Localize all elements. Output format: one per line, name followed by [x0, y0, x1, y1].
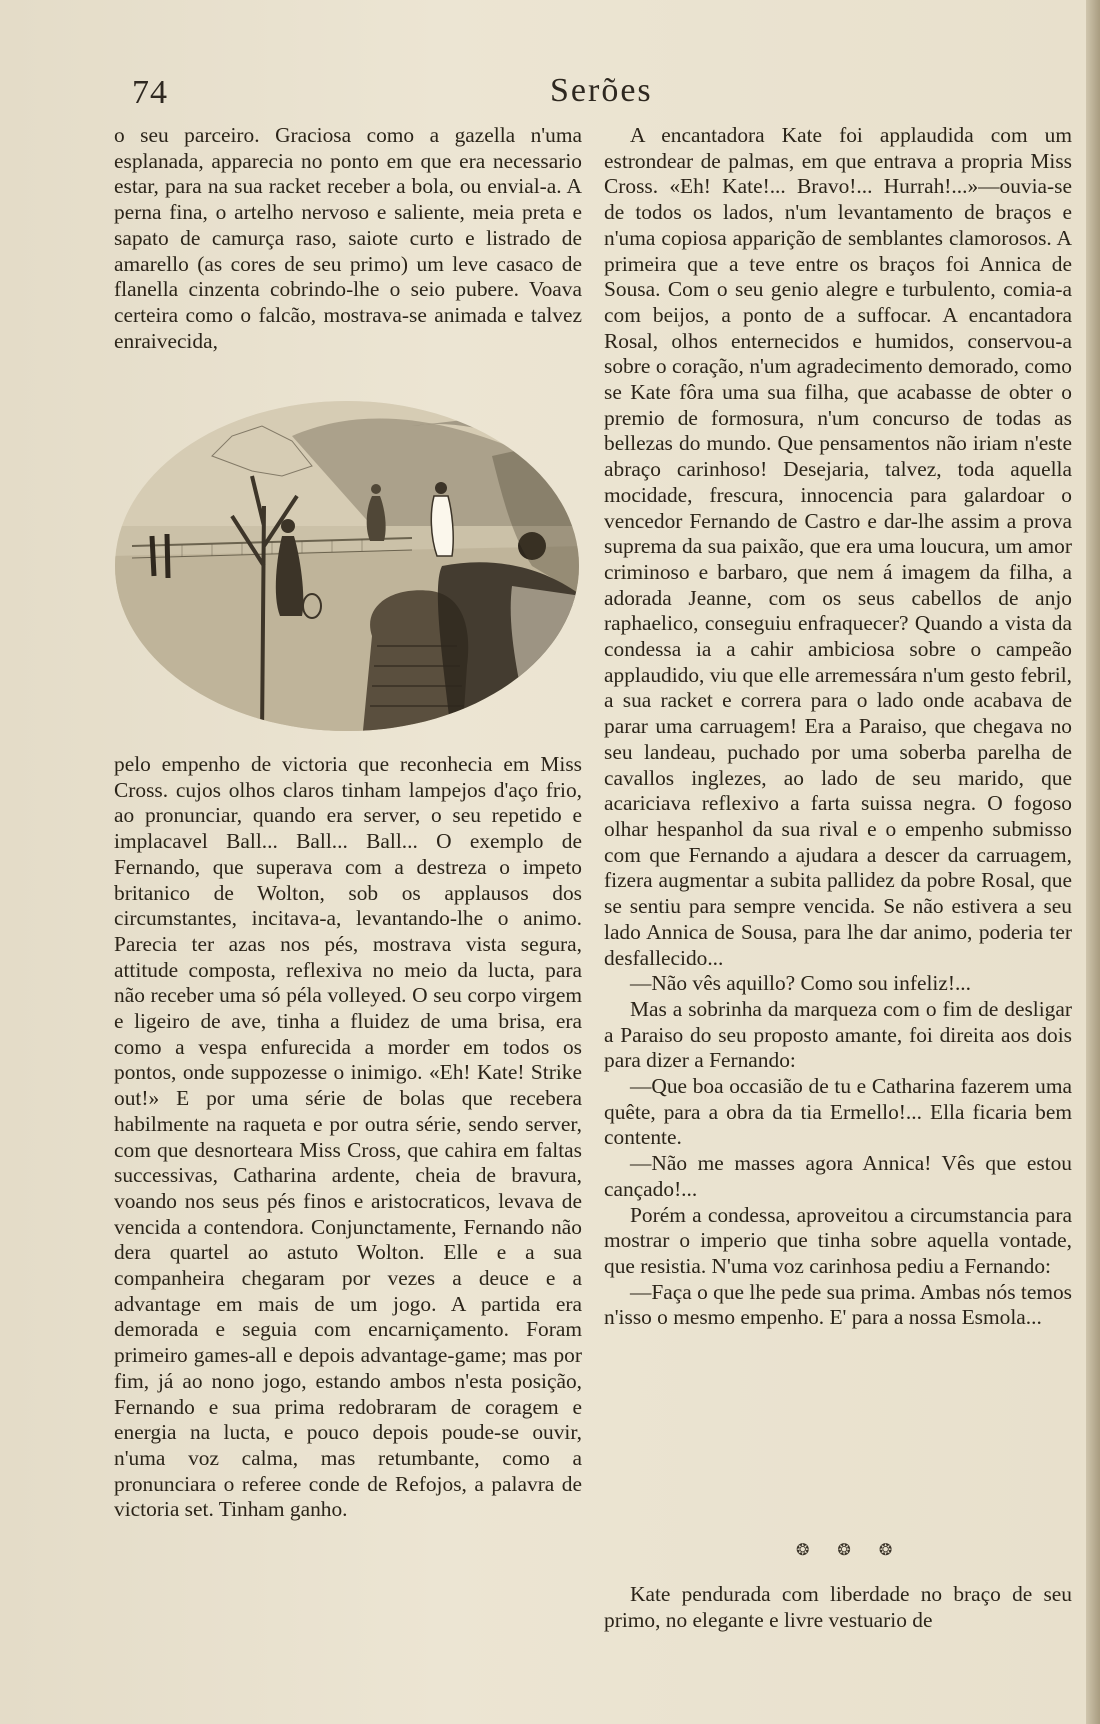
paragraph: o seu parceiro. Graciosa como a gazella n'uma esplanada, apparecia no ponto em que era necessario estar, para na sua racket receber a bola, ou envial-a. A perna fina, o artelho nervoso e saliente, meia preta e sapato de camurça raso, saiote curto e listrado de amarello (as cores de seu primo) um leve casaco de flanella cinzenta cobrindo-lhe o seio pubere. Voava certeira como o falcão, mostrava-se animada e talvez enraivecida,	[114, 123, 582, 353]
dialogue-line: —Não me masses agora Annica! Vês que estou cançado!...	[604, 1151, 1072, 1201]
page-edge	[1086, 0, 1100, 1724]
paragraph: Kate pendurada com liberdade no braço de seu primo, no elegante e livre vestuario de	[604, 1582, 1072, 1632]
section-ornament: ❂ ❂ ❂	[796, 1542, 905, 1559]
right-column-end	[604, 1582, 1072, 1633]
left-column-top	[114, 123, 582, 354]
right-column	[604, 123, 1072, 1331]
left-column-bottom	[114, 752, 582, 1523]
paragraph: A encantadora Kate foi applaudida com um estrondear de palmas, em que entrava a propria Miss Cross. «Eh! Kate!... Bravo!... Hurrah!...»—ouvia-se de todos os lados, n'um levantamento de braços e n'uma copiosa apparição de semblantes clamorosos. A primeira que a teve entre os braços foi Annica de Sousa. Com o seu genio alegre e turbulento, comia-a com beijos, a ponto de a suffocar. A encantadora Rosal, olhos enternecidos e humidos, conservou-a sobre o coração, n'um agradecimento demorado, como se Kate fôra uma sua filha, que acabasse de obter o premio de formosura, n'um concurso de todas as bellezas do mundo. Que pensamentos não iriam n'este abraço carinhoso! Desejaria, talvez, toda aquella mocidade, frescura, innocencia para galardoar o vencedor Fernando de Castro e dar-lhe assim a prova suprema da sua paixão, que era uma loucura, um amor criminoso e barbaro, que nem á imagem da filha, a adorada Jeanne, com os seus cabellos de anjo raphaelico, conseguiu enfraquecer? Quando a vista da condessa ia a cahir ambiciosa sobre o campeão applaudido, viu que elle arremessára n'um gesto febril, a sua racket e correra para o lado onde acabava de parar uma carruagem! Era a Paraiso, que chegava no seu landeau, puchado por uma soberba parelha de cavallos inglezes, ao lado de seu marido, que acariciava reflexivo a farta suissa negra. O fogoso olhar hespanhol da sua rival e o empenho submisso com que Fernando a ajudara a descer da carruagem, fizera augmentar a subita pallidez da pobre Rosal, que se sentiu para sempre vencida. Se não estivera a seu lado Annica de Sousa, para lhe dar animo, poderia ter desfallecido...	[604, 123, 1072, 970]
dialogue-line: —Faça o que lhe pede sua prima. Ambas nós temos n'isso o mesmo empenho. E' para a nossa Esmola...	[604, 1279, 1072, 1330]
tennis-illustration	[112, 396, 582, 741]
tennis-engraving-image	[112, 396, 582, 741]
paragraph: pelo empenho de victoria que reconhecia em Miss Cross. cujos olhos claros tinham lampejos d'aço frio, ao pronunciar, quando era server, o seu repetido e implacavel Ball... Ball... Ball... O exemplo de Fernando, que superava com a destreza o impeto britanico de Wolton, sob os applausos dos circumstantes, incitava-a, levantando-lhe o animo. Parecia ter azas nos pés, mostrava vista segura, attitude composta, reflexiva no meio da lucta, para não receber uma só péla volleyed. O seu corpo virgem e ligeiro de ave, tinha a fluidez de uma brisa, era como a vespa enfurecida a morder em todos os pontos, onde suppozesse o inimigo. «Eh! Kate! Strike out!» E por uma série de bolas que recebera habilmente na raqueta e por outra série, sendo server, com que desnorteara Miss Cross, que cahira em faltas successivas, Catharina ardente, cheia de bravura, voando nos seus pés finos e aristocraticos, levava de vencida a contendora. Conjunctamente, Fernando não dera quartel ao astuto Wolton. Elle e a sua companheira chegaram por vezes a deuce e a advantage em mais de um jogo. A partida era demorada e seguia com encarniçamento. Foram primeiro games-all e depois advantage-game; mas por fim, já ao nono jogo, estando ambos n'esta posição, Fernando e sua prima redobraram de coragem e energia na lucta, e pouco depois poude-se ouvir, n'uma voz calma, mas retumbante, como a pronunciara o referee conde de Refojos, a palavra de victoria set. Tinham ganho.	[114, 752, 582, 1522]
dialogue-line: —Não vês aquillo? Como sou infeliz!...	[630, 971, 971, 996]
running-head: Serões	[550, 72, 653, 109]
paragraph: Porém a condessa, aproveitou a circumstancia para mostrar o imperio que tinha sobre aquella vontade, que resistia. N'uma voz carinhosa pediu a Fernando:	[604, 1202, 1072, 1278]
dialogue-line: —Que boa occasião de tu e Catharina fazerem uma quête, para a obra da tia Ermello!... Ella ficaria bem contente.	[604, 1074, 1072, 1150]
paragraph: Mas a sobrinha da marqueza com o fim de desligar a Paraiso do seu proposto amante, foi direita aos dois para dizer a Fernando:	[604, 996, 1072, 1073]
page-number: 74	[132, 74, 168, 111]
